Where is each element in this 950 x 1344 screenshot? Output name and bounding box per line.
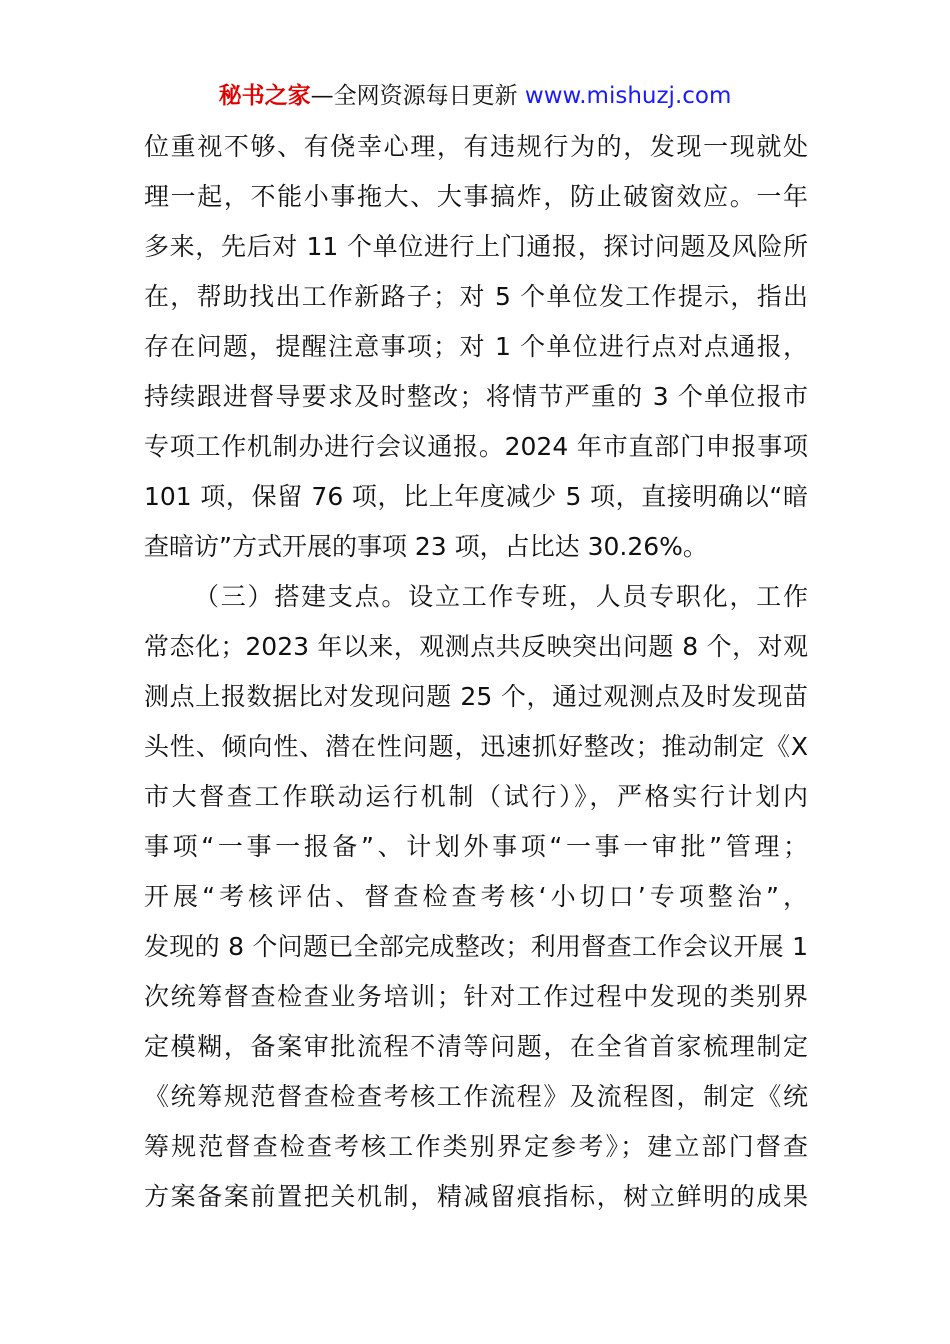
- text-line: 头性、倾向性、潜在性问题，迅速抓好整改；推动制定《X: [144, 732, 808, 761]
- text-line: 测点上报数据比对发现问题 25 个，通过观测点及时发现苗: [144, 682, 808, 711]
- text-line: 定模糊，备案审批流程不清等问题，在全省首家梳理制定: [144, 1032, 808, 1061]
- text-line: 《统筹规范督查检查考核工作流程》及流程图，制定《统: [144, 1082, 808, 1111]
- text-line: 开展“考核评估、督查检查考核‘小切口’专项整治”，: [144, 882, 808, 911]
- section-heading-line: （三）搭建支点。设立工作专班，人员专职化，工作: [194, 582, 808, 611]
- text-line: 101 项，保留 76 项，比上年度减少 5 项，直接明确以“暗: [144, 482, 808, 511]
- text-line: 次统筹督查检查业务培训；针对工作过程中发现的类别界: [144, 982, 808, 1011]
- site-header: [0, 80, 950, 112]
- text-line: 理一起，不能小事拖大、大事搞炸，防止破窗效应。一年: [144, 182, 808, 211]
- document-body: [144, 122, 808, 1222]
- text-line: 常态化；2023 年以来，观测点共反映突出问题 8 个，对观: [144, 632, 808, 661]
- site-tagline: —全网资源每日更新: [310, 83, 525, 109]
- text-line: 多来，先后对 11 个单位进行上门通报，探讨问题及风险所: [144, 232, 808, 261]
- text-line: 查暗访”方式开展的事项 23 项，占比达 30.26%。: [144, 532, 708, 561]
- text-line: 持续跟进督导要求及时整改；将情节严重的 3 个单位报市: [144, 382, 808, 411]
- text-line: 存在问题，提醒注意事项；对 1 个单位进行点对点通报，: [144, 332, 808, 361]
- text-line: 位重视不够、有侥幸心理，有违规行为的，发现一现就处: [144, 132, 808, 161]
- text-line: 市大督查工作联动运行机制（试行）》，严格实行计划内: [144, 782, 808, 811]
- text-line: 发现的 8 个问题已全部完成整改；利用督查工作会议开展 1: [144, 932, 808, 961]
- text-line: 专项工作机制办进行会议通报。2024 年市直部门申报事项: [144, 432, 808, 461]
- site-brand: 秘书之家: [218, 83, 311, 109]
- text-line: 事项“一事一报备”、计划外事项“一事一审批”管理；: [144, 832, 808, 861]
- site-url-link[interactable]: www.mishuzj.com: [524, 83, 732, 109]
- text-line: 筹规范督查检查考核工作类别界定参考》；建立部门督查: [144, 1132, 808, 1161]
- text-line: 在，帮助找出工作新路子；对 5 个单位发工作提示，指出: [144, 282, 808, 311]
- text-line: 方案备案前置把关机制，精减留痕指标，树立鲜明的成果: [144, 1182, 808, 1211]
